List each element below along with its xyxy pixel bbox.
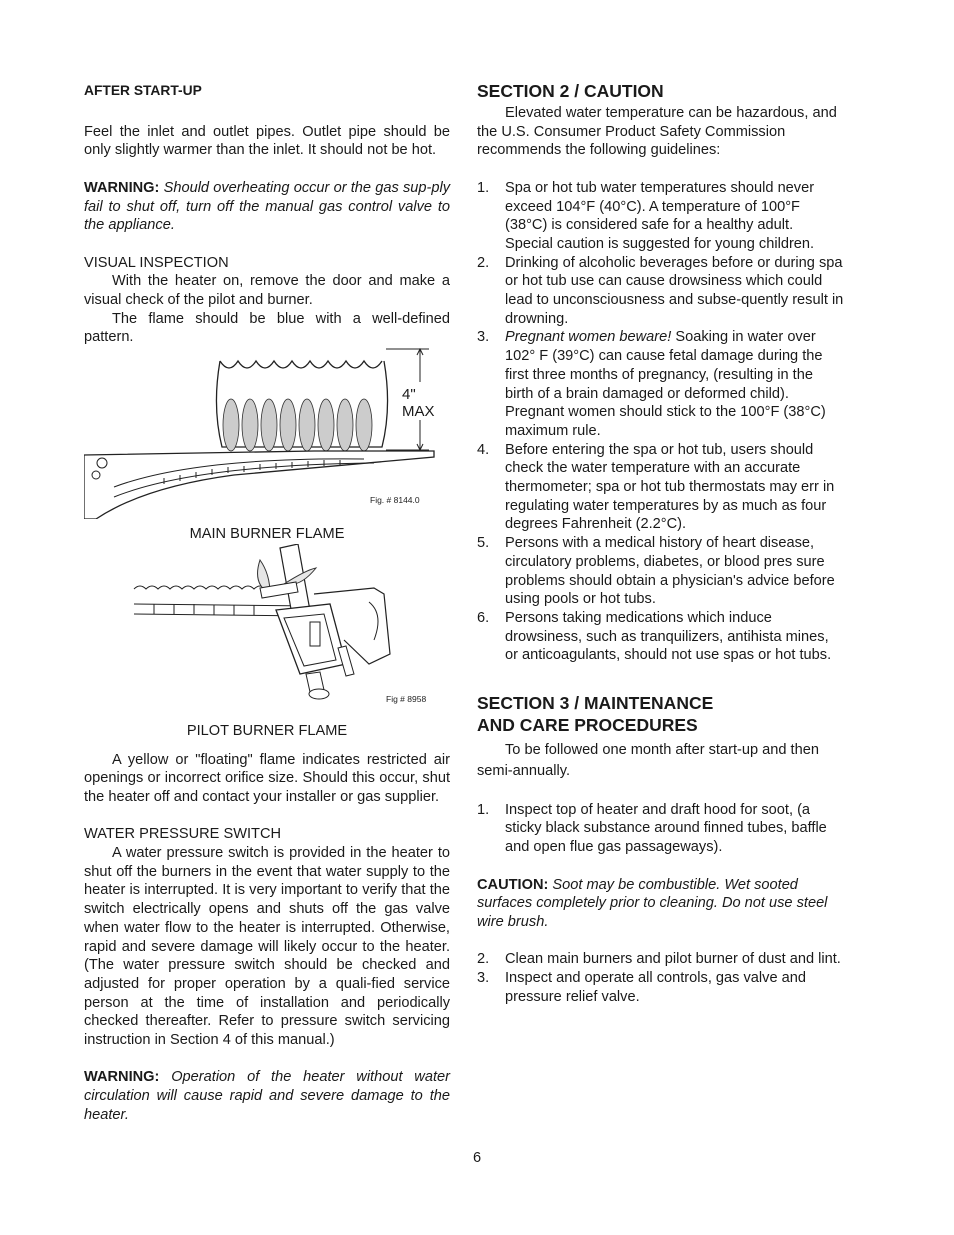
page-number: 6 [472, 1150, 482, 1166]
pilot-burner-caption: PILOT BURNER FLAME [186, 722, 348, 739]
main-burner-figure [84, 347, 450, 519]
list-item: 3. Inspect and operate all controls, gas valve and pressure relief valve. [477, 970, 806, 1005]
list-item: 5. Persons with a medical history of heart disease, circulatory problems, diabetes, or blood pres sure problems should obtain a physician's advice before using pools or hot tubs. [477, 535, 835, 608]
flame-height-label: 4" MAX [402, 386, 450, 420]
warning-text: Operation of the heater without water circulation will cause rapid and severe damage to the heater. [84, 1069, 450, 1123]
section-3-title-line2: AND CARE PROCEDURES [477, 715, 698, 736]
water-pressure-switch-heading: WATER PRESSURE SWITCH [84, 826, 282, 843]
section-2-intro: Elevated water temperature can be hazardous, and the U.S. Consumer Product Safety Commission recommends the following guidelines: [477, 105, 837, 159]
maintenance-list-2 [477, 950, 845, 1006]
visual-inspection-p2: The flame should be blue with a well-defined pattern. [84, 310, 450, 346]
list-item: 4. Before entering the spa or hot tub, users should check the water temperature with an accurate thermometer; spa or hot tub thermostats may err in regulating water temperatures by as much as four degrees Fahrenheit (2.2°C). [477, 441, 835, 533]
section-3-intro: To be followed one month after start-up and then semi-annually. [477, 742, 819, 780]
list-item: 2. Clean main burners and pilot burner of dust and lint. [477, 951, 841, 968]
main-burner-illustration [84, 347, 450, 519]
after-startup-heading: AFTER START-UP [84, 83, 202, 98]
warning-label: WARNING: [84, 179, 160, 196]
list-item: 1. Spa or hot tub water temperatures should never exceed 104°F (40°C). A temperature of 100°F (38°C) is considered safe for a healthy adult. Special caution is suggested for young children. [477, 179, 815, 252]
section-3-title-line1: SECTION 3 / MAINTENANCE [477, 693, 714, 714]
list-item: 3. Pregnant women beware! Soaking in water over 102° F (39°C) can cause fetal damage during the first three months of pregnancy, (resulting in the birth of a brain damaged or deformed child). Pregnant women should stick to the 100°F (38°C) maximum rule. [477, 329, 826, 439]
left-column [84, 78, 450, 1125]
caution-label: CAUTION: [477, 876, 549, 893]
warning-text: Should overheating occur or the gas sup-ply fail to shut off, turn off the manual gas control valve to the appliance. [84, 179, 451, 234]
figure-number-8958: Fig # 8958 [386, 693, 427, 704]
warning-label: WARNING: [84, 1069, 160, 1086]
pilot-burner-figure [84, 544, 450, 724]
caution-list [477, 179, 845, 665]
caution-text: Soot may be combustible. Wet sooted surfaces completely prior to cleaning. Do not use steel wire brush. [477, 876, 828, 930]
list-item: 6. Persons taking medications which induce drowsiness, such as tranquilizers, antihista mines, or anticoagulants, should not use spas or hot tubs. [477, 609, 832, 664]
yellow-flame-text: A yellow or "floating" flame indicates restricted air openings or incorrect orifice size. Should this occur, shut the heater off and contact your installer or gas supplier. [84, 751, 450, 805]
visual-inspection-p1: With the heater on, remove the door and make a visual check of the pilot and burner. [84, 273, 450, 308]
maintenance-list-1 [477, 801, 845, 857]
pregnant-warning: Pregnant women beware! [505, 329, 672, 346]
water-pressure-switch-text: A water pressure switch is provided in the heater to shut off the burners in the event that water supply to the heater is interrupted. It is very important to verify that the switch electrically opens and shuts off the gas valve when water flow to the heater is interrupted. Otherwise, rapid and severe damage will likely occur to the heater. (The water pressure switch should be checked and adjusted for proper operation by a quali-fied service person at the time of installation and periodically checked thereafter. Refer to pressure switch servicing instruction in Section 4 of this manual.) [84, 845, 450, 1049]
caution-soot [477, 876, 845, 932]
list-item: 2. Drinking of alcoholic beverages before or during spa or hot tub use can cause drowsiness which could lead to unconsciousness and subse-quently result in drowning. [477, 254, 844, 327]
main-burner-caption: MAIN BURNER FLAME [189, 526, 345, 543]
warning-overheating [84, 179, 450, 235]
section-2-title: SECTION 2 / CAUTION [477, 81, 664, 101]
list-item: 1. Inspect top of heater and draft hood for soot, (a sticky black substance around finned tubes, baffle and open flue gas passageways). [477, 801, 827, 856]
visual-inspection-heading: VISUAL INSPECTION [84, 254, 229, 271]
after-startup-text: Feel the inlet and outlet pipes. Outlet pipe should be only slightly warmer than the inlet. It should not be hot. [84, 123, 450, 159]
warning-circulation [84, 1068, 450, 1124]
right-column [477, 80, 845, 1006]
figure-number-8144: Fig. # 8144.0 [370, 495, 420, 506]
